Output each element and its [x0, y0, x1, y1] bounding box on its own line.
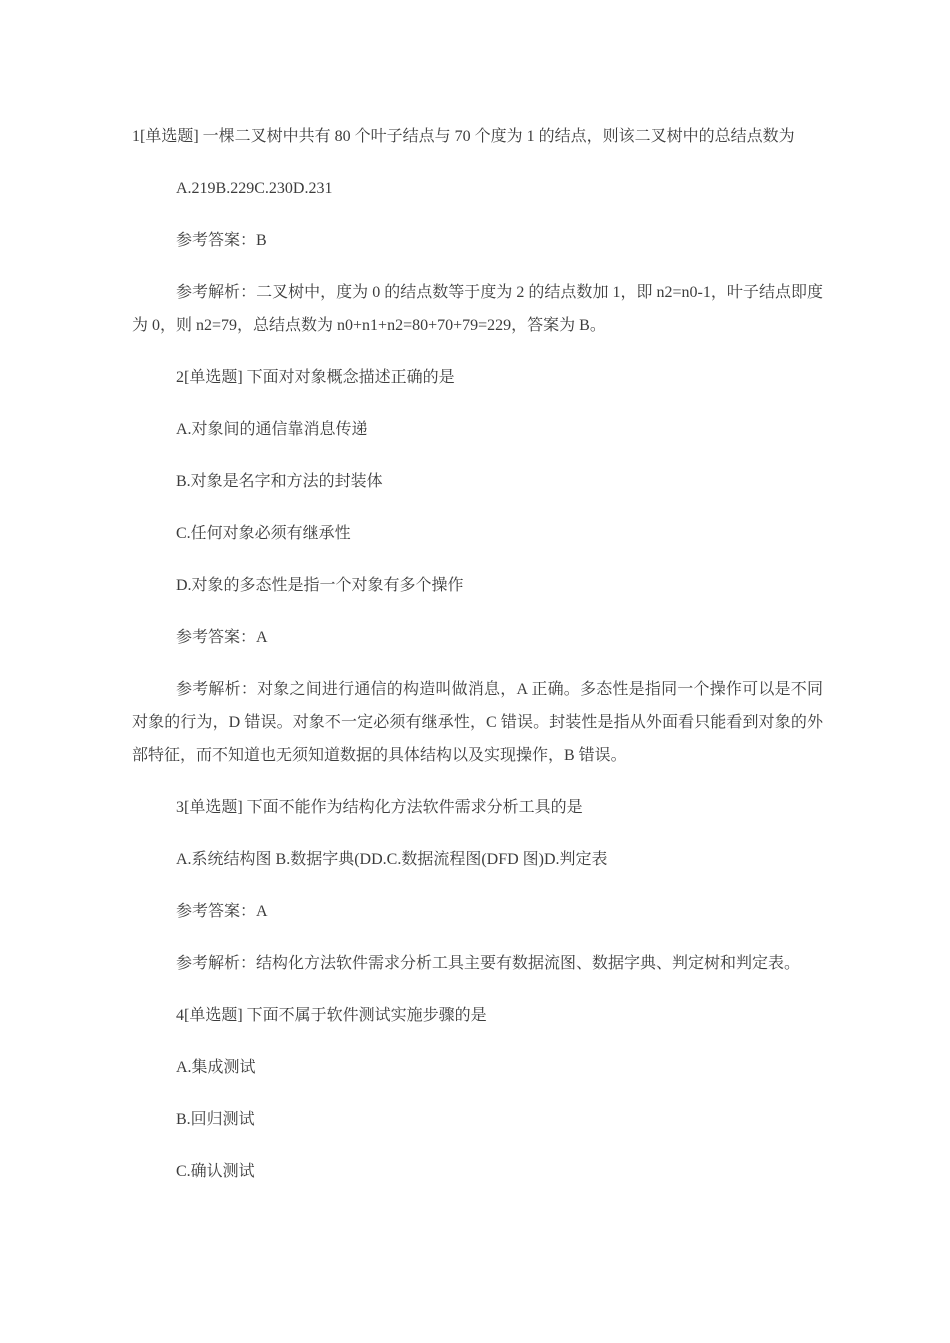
question-4-option-c: C.确认测试	[176, 1163, 255, 1180]
question-2-explanation: 参考解析：对象之间进行通信的构造叫做消息，A 正确。多态性是指同一个操作可以是不同对象的行为，D 错误。对象不一定必须有继承性，C 错误。封装性是指从外面看只能看到对象的外部特征，而不知道也无须知道数据的具体结构以及实现操作，B 错误。	[132, 681, 823, 764]
question-2-option-a: A.对象间的通信靠消息传递	[176, 421, 368, 438]
question-3-options-line: A.系统结构图 B.数据字典(DD.C.数据流程图(DFD 图)D.判定表	[176, 851, 608, 868]
question-2-answer: 参考答案：A	[176, 629, 268, 646]
question-1-explanation: 参考解析：二叉树中，度为 0 的结点数等于度为 2 的结点数加 1，即 n2=n0-1，叶子结点即度为 0，则 n2=79，总结点数为 n0+n1+n2=80+70+79=229，答案为 B。	[132, 284, 823, 334]
question-1-stem: 1[单选题] 一棵二叉树中共有 80 个叶子结点与 70 个度为 1 的结点，则该二叉树中的总结点数为	[132, 128, 795, 145]
question-2-stem: 2[单选题] 下面对对象概念描述正确的是	[176, 369, 455, 386]
question-list	[132, 120, 823, 1188]
question-1-options-line: A.219B.229C.230D.231	[176, 180, 333, 197]
question-2-option-b: B.对象是名字和方法的封装体	[176, 473, 383, 490]
question-1-answer: 参考答案：B	[176, 232, 267, 249]
question-4-option-b: B.回归测试	[176, 1111, 255, 1128]
question-2-option-d: D.对象的多态性是指一个对象有多个操作	[176, 577, 464, 594]
question-3-explanation: 参考解析：结构化方法软件需求分析工具主要有数据流图、数据字典、判定树和判定表。	[176, 955, 801, 972]
question-2-option-c: C.任何对象必须有继承性	[176, 525, 351, 542]
question-4-stem: 4[单选题] 下面不属于软件测试实施步骤的是	[176, 1007, 487, 1024]
question-4-option-a: A.集成测试	[176, 1059, 256, 1076]
question-3-stem: 3[单选题] 下面不能作为结构化方法软件需求分析工具的是	[176, 799, 583, 816]
question-3-answer: 参考答案：A	[176, 903, 268, 920]
